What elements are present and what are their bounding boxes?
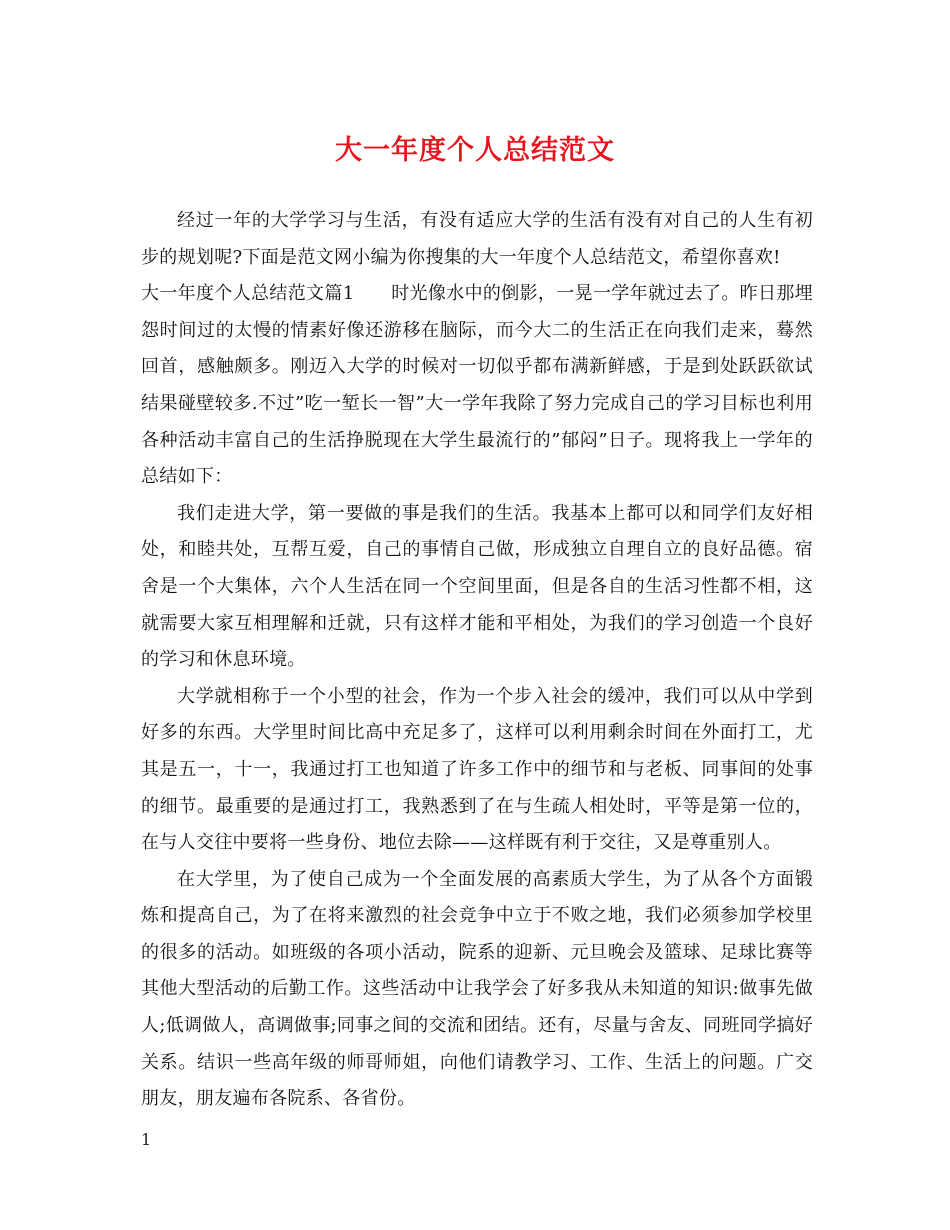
document-title: 大一年度个人总结范文 (335, 135, 615, 166)
paragraph-society: 大学就相称于一个小型的社会，作为一个步入社会的缓冲，我们可以从中学到好多的东西。大学里时间比高中充足多了，这样可以利用剩余时间在外面打工，尤其是五一，十一，我通过打工也知道了许多工作中的细节和与老板、同事间的处事的细节。最重要的是通过打工，我熟悉到了在与生疏人相处时，平等是第一位的，在与人交往中要将一些身份、地位去除——这样既有利于交往，又是尊重别人。 (141, 685, 813, 854)
paragraph-intro: 经过一年的大学学习与生活，有没有适应大学的生活有没有对自己的人生有初步的规划呢?下面是范文网小编为你搜集的大一年度个人总结范文，希望你喜欢! (141, 210, 813, 268)
paragraph-article-1-opening: 大一年度个人总结范文篇1 时光像水中的倒影，一晃一学年就过去了。昨日那埋怨时间过的太慢的情素好像还游移在脑际，而今大二的生活正在向我们走来，蓦然回首，感触颇多。刚迈入大学的时候对一切似乎都布满新鲜感，于是到处跃跃欲试结果碰壁较多.不过”吃一堑长一智”大一学年我除了努力完成自己的学习目标也利用各种活动丰富自己的生活挣脱现在大学生最流行的”郁闷”日子。现将我上一学年的总结如下： (141, 283, 813, 488)
document-body (141, 203, 813, 1118)
paragraph-activities: 在大学里，为了使自己成为一个全面发展的高素质大学生，为了从各个方面锻炼和提高自己，为了在将来激烈的社会竞争中立于不败之地，我们必须参加学校里的很多的活动。如班级的各项小活动，院系的迎新、元旦晚会及篮球、足球比赛等其他大型活动的后勤工作。这些活动中让我学会了好多我从未知道的知识:做事先做人;低调做人，高调做事;同事之间的交流和团结。还有，尽量与舍友、同班同学搞好关系。结识一些高年级的师哥师姐，向他们请教学习、工作、生活上的问题。广交朋友，朋友遍布各院系、各省份。 (141, 868, 813, 1110)
page-number: 1 (141, 1130, 152, 1149)
paragraph-life: 我们走进大学，第一要做的事是我们的生活。我基本上都可以和同学们友好相处，和睦共处，互帮互爱，自己的事情自己做，形成独立自理自立的良好品德。宿舍是一个大集体，六个人生活在同一个空间里面，但是各自的生活习性都不相，这就需要大家互相理解和迁就，只有这样才能和平相处，为我们的学习创造一个良好的学习和休息环境。 (141, 502, 813, 671)
